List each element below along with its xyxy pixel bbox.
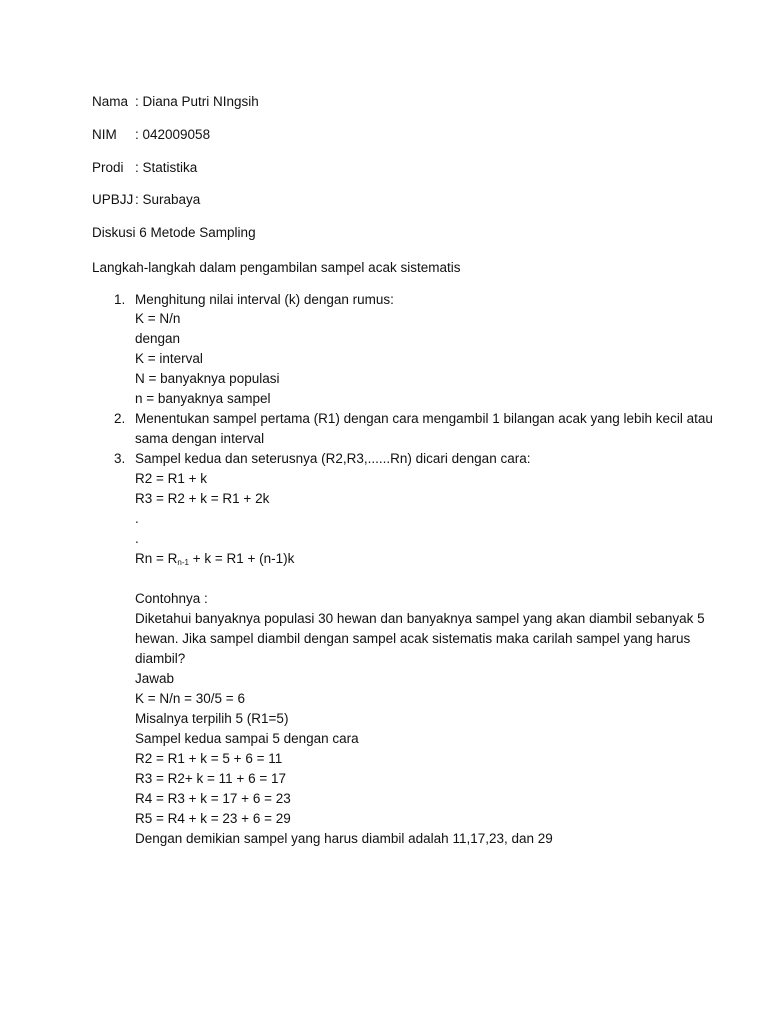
example-line: R3 = R2+ k = 11 + 6 = 17 — [135, 771, 286, 786]
prodi-label: Prodi — [92, 160, 124, 175]
example-line: Diketahui banyaknya populasi 30 hewan dan banyaknya sampel yang akan diambil sebanyak 5 — [135, 611, 705, 626]
step-1-line: n = banyaknya sampel — [135, 391, 271, 406]
document-title: Diskusi 6 Metode Sampling — [92, 225, 256, 240]
step-3-line: R2 = R1 + k — [135, 471, 208, 486]
example-line: R4 = R3 + k = 17 + 6 = 23 — [135, 791, 291, 806]
step-3-line: R3 = R2 + k = R1 + 2k — [135, 491, 270, 506]
example-line: R2 = R1 + k = 5 + 6 = 11 — [135, 751, 283, 766]
intro-text: Langkah-langkah dalam pengambilan sampel acak sistematis — [92, 260, 461, 275]
example-line: K = N/n = 30/5 = 6 — [135, 691, 245, 706]
example-line: diambil? — [135, 651, 186, 666]
upbjj-value: : Surabaya — [135, 192, 201, 207]
example-line: Sampel kedua sampai 5 dengan cara — [135, 731, 359, 746]
rn-subscript: n-1 — [177, 558, 189, 567]
example-conclusion: Dengan demikian sampel yang harus diambil adalah 11,17,23, dan 29 — [135, 831, 553, 846]
rn-formula — [135, 549, 294, 573]
step-3-line: Sampel kedua dan seterusnya (R2,R3,......Rn) dicari dengan cara: — [135, 451, 531, 466]
nim-value: : 042009058 — [135, 127, 211, 142]
step-1-line: dengan — [135, 331, 181, 346]
step-1-line: K = interval — [135, 351, 203, 366]
rn-prefix: Rn = R — [135, 551, 178, 566]
example-heading: Contohnya : — [135, 591, 208, 606]
step-3-line: . — [135, 531, 139, 546]
example-line: Jawab — [135, 671, 175, 686]
step-1-line: N = banyaknya populasi — [135, 371, 280, 386]
step-1-number: 1. — [114, 292, 126, 307]
example-line: R5 = R4 + k = 23 + 6 = 29 — [135, 811, 291, 826]
step-1-line: Menghitung nilai interval (k) dengan rumus: — [135, 292, 394, 307]
prodi-value: : Statistika — [135, 160, 198, 175]
step-2-line: Menentukan sampel pertama (R1) dengan cara mengambil 1 bilangan acak yang lebih kecil atau — [135, 411, 713, 426]
step-3-line: . — [135, 511, 139, 526]
example-line: Misalnya terpilih 5 (R1=5) — [135, 711, 289, 726]
upbjj-label: UPBJJ — [92, 192, 134, 207]
step-2-number: 2. — [114, 411, 126, 426]
nama-value: : Diana Putri NIngsih — [135, 94, 259, 109]
nim-label: NIM — [92, 127, 117, 142]
step-3-number: 3. — [114, 451, 126, 466]
nama-label: Nama — [92, 94, 129, 109]
rn-suffix: + k = R1 + (n-1)k — [188, 551, 295, 566]
step-2-line: sama dengan interval — [135, 431, 265, 446]
step-1-line: K = N/n — [135, 311, 181, 326]
example-line: hewan. Jika sampel diambil dengan sampel acak sistematis maka carilah sampel yang harus — [135, 631, 691, 646]
